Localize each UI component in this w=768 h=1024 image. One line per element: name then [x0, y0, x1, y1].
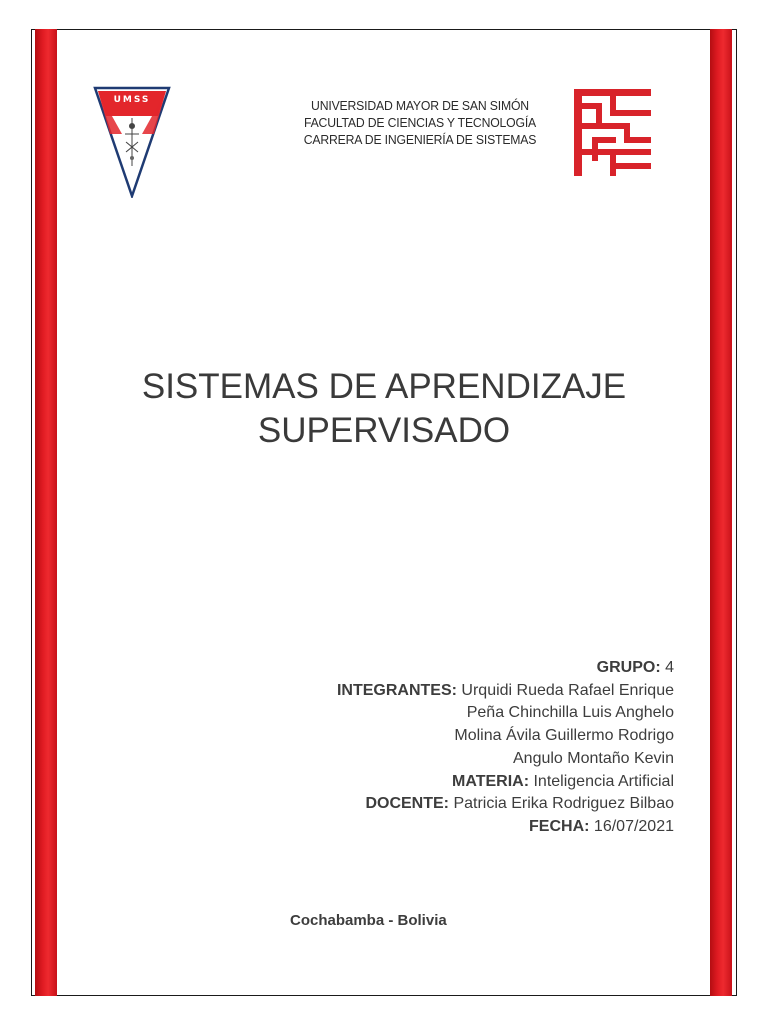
integrantes-label: INTEGRANTES:: [336, 681, 457, 699]
header-faculty: FACULTAD DE CIENCIAS Y TECNOLOGÍA: [303, 115, 537, 130]
info-fecha: [337, 816, 674, 839]
footer-location: Cochabamba - Bolivia: [290, 912, 447, 929]
document-title: [60, 365, 708, 453]
title-line-1: SISTEMAS DE APRENDIZAJE: [141, 367, 627, 406]
info-grupo: [337, 657, 674, 680]
docente-label: DOCENTE:: [365, 795, 449, 813]
integrante-4: Angulo Montaño Kevin: [513, 749, 674, 767]
info-materia: [337, 771, 674, 794]
grupo-label: GRUPO:: [596, 659, 661, 676]
institution-header: [268, 97, 572, 148]
left-red-bar: [35, 29, 57, 996]
docente-value: Patricia Erika Rodriguez Bilbao: [453, 795, 674, 813]
info-docente: [337, 793, 674, 816]
header-university: UNIVERSIDAD MAYOR DE SAN SIMÓN: [311, 98, 529, 113]
integrante-1: Urquidi Rueda Rafael Enrique: [461, 681, 674, 699]
umss-logo-text: UMSS: [113, 95, 151, 105]
umss-shield-icon: [92, 86, 172, 198]
integrante-2: Peña Chinchilla Luis Anghelo: [466, 704, 674, 722]
title-line-2: SUPERVISADO: [257, 411, 511, 450]
integrante-3: Molina Ávila Guillermo Rodrigo: [454, 727, 674, 745]
fecha-label: FECHA:: [529, 817, 590, 835]
info-block: [337, 657, 674, 839]
materia-value: Inteligencia Artificial: [533, 772, 674, 790]
header-career: CARRERA DE INGENIERÍA DE SISTEMAS: [303, 132, 537, 147]
fcyt-logo-icon: [574, 89, 651, 176]
grupo-value: 4: [665, 659, 674, 676]
info-integrantes: [337, 680, 674, 703]
fecha-value: 16/07/2021: [593, 817, 674, 835]
right-red-bar: [710, 29, 732, 996]
materia-label: MATERIA:: [452, 772, 530, 790]
